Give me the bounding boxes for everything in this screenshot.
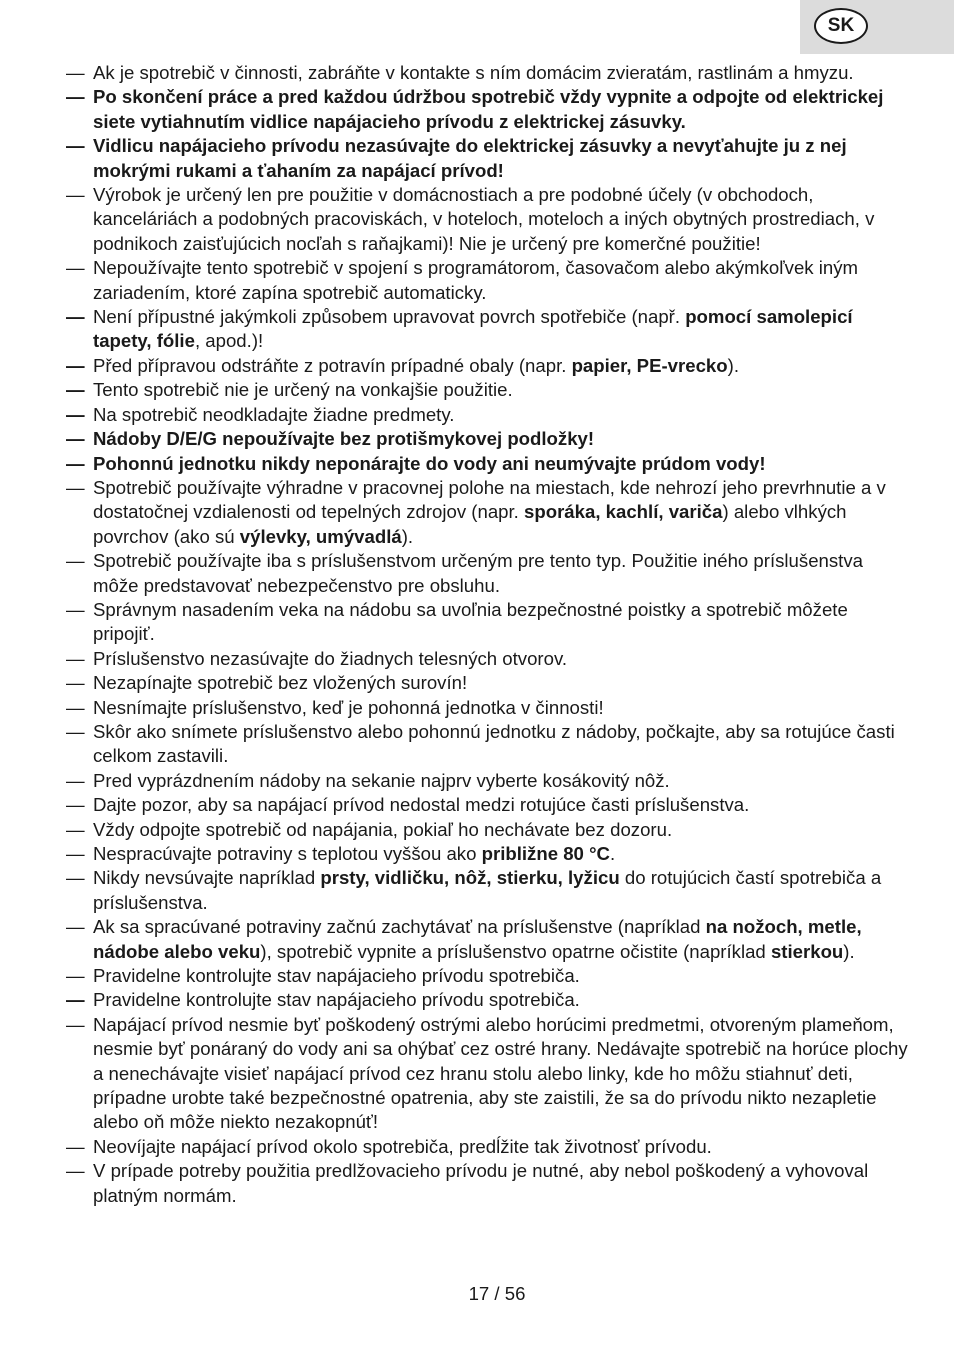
bullet-dash: — (66, 306, 85, 328)
text-segment: Nádoby D/E/G nepoužívajte bez protišmykovej podložky! (93, 428, 595, 450)
text-segment: Vždy odpojte spotrebič od napájania, pokiaľ ho nechávate bez dozoru. (93, 818, 673, 840)
list-item (66, 549, 908, 598)
text-segment: Ak sa spracúvané potraviny začnú zachytávať na príslušenstve (napríklad (93, 916, 706, 938)
list-item-text (93, 477, 886, 547)
text-segment: Skôr ako snímete príslušenstvo alebo pohonnú jednotku z nádoby, počkajte, aby sa rotujúce časti celkom zastavili. (93, 720, 895, 767)
list-item-text (93, 379, 513, 400)
list-item (66, 183, 908, 256)
list-item (66, 647, 908, 671)
list-item-text (93, 453, 766, 474)
text-segment: prsty, vidličku, nôž, stierku, lyžicu (320, 867, 620, 889)
text-segment: Spotrebič používajte iba s príslušenstvom určeným pre tento typ. Použitie iného príslušenstva môže predstavovať nebezpečenstvo pre obsluhu. (93, 550, 863, 596)
language-tab (800, 0, 954, 54)
list-item-text (93, 257, 858, 302)
list-item (66, 964, 908, 988)
text-segment: na nožoch, metle, nádobe alebo veku (93, 916, 862, 962)
text-segment: Na spotrebič neodkladajte žiadne predmety. (93, 403, 455, 425)
bullet-dash: — (66, 672, 85, 694)
text-segment: výlevky, umývadlá (239, 525, 402, 547)
text-segment: Nesnímajte príslušenstvo, keď je pohonná jednotka v činnosti! (93, 696, 604, 718)
bullet-dash: — (66, 184, 85, 206)
list-item (66, 818, 908, 842)
list-item (66, 988, 908, 1012)
bullet-dash: — (66, 476, 85, 498)
page-number: 17 / 56 (468, 1283, 526, 1304)
text-segment: Dajte pozor, aby sa napájací prívod nedostal medzi rotujúce časti príslušenstva. (93, 794, 750, 816)
text-segment: Napájací prívod nesmie byť poškodený ostrými alebo horúcimi predmetmi, otvoreným plameňom, nesmie byť ponáraný do vody ani sa ohýbať cez ostré hrany. Nedávajte spotrebič na horúce plochy a nenechávajte visieť napájací prívod cez hranu stolu alebo linky, kde ho môžu stiahnuť deti, prípadne urobte také bezpečnostné opatrenia, aby ste zaistili, že sa do prívodu nikto nezapletie alebo oň môže niekto nezakopnúť! (93, 1013, 908, 1133)
list-item-text (93, 428, 594, 449)
list-item-text (93, 916, 862, 961)
list-item-text (93, 135, 847, 180)
list-item (66, 427, 908, 451)
safety-instructions-list (66, 61, 908, 1208)
list-item (66, 793, 908, 817)
bullet-dash: — (66, 354, 85, 376)
list-item (66, 305, 908, 354)
text-segment: sporáka, kachlí, variča (524, 501, 723, 523)
list-item (66, 1159, 908, 1208)
list-item-text (93, 672, 467, 693)
text-segment: Vidlicu napájacieho prívodu nezasúvajte do elektrickej zásuvky a nevyťahujte ju z nej mokrými rukami a ťahaním za napájací prívod! (93, 135, 847, 181)
text-segment: Nikdy nevsúvajte napríklad (93, 867, 321, 889)
bullet-dash: — (66, 403, 85, 425)
list-item-text (93, 697, 604, 718)
bullet-dash: — (66, 1160, 85, 1182)
bullet-dash: — (66, 428, 85, 450)
text-segment: Pravidelne kontrolujte stav napájacieho prívodu spotrebiča. (93, 965, 580, 987)
bullet-dash: — (66, 135, 85, 157)
bullet-dash: — (66, 86, 85, 108)
list-item (66, 769, 908, 793)
text-segment: , apod.)! (194, 330, 264, 352)
text-segment: Nezapínajte spotrebič bez vložených surovín! (93, 672, 468, 694)
bullet-dash: — (66, 257, 85, 279)
text-segment: Neovíjajte napájací prívod okolo spotrebiča, predĺžite tak životnosť prívodu. (93, 1135, 712, 1157)
text-segment: ), spotrebič vypnite a príslušenstvo opatrne očistite (napríklad (260, 940, 771, 962)
list-item (66, 842, 908, 866)
list-item-text (93, 989, 580, 1010)
text-segment: Není přípustné jakýmkoli způsobem upravovat povrch spotřebiče (např. (93, 306, 686, 328)
text-segment: ). (727, 354, 739, 376)
list-item (66, 1135, 908, 1159)
text-segment: ). (843, 940, 855, 962)
bullet-dash: — (66, 379, 85, 401)
list-item-text (93, 1136, 712, 1157)
list-item (66, 378, 908, 402)
list-item-text (93, 1160, 868, 1205)
text-segment: do rotujúcich častí spotrebiča a príslušenstva. (93, 867, 882, 913)
list-item-text (93, 306, 853, 351)
list-item (66, 671, 908, 695)
list-item-text (93, 86, 883, 131)
bullet-dash: — (66, 598, 85, 620)
bullet-dash: — (66, 843, 85, 864)
list-item-text (93, 794, 749, 815)
list-item-text (93, 819, 672, 840)
list-item (66, 476, 908, 549)
text-segment: papier, PE-vrecko (571, 354, 728, 376)
text-segment: V prípade potreby použitia predlžovacieho prívodu je nutné, aby nebol poškodený a vyhovoval platným normám. (93, 1160, 869, 1206)
list-item (66, 915, 908, 964)
text-segment: Po skončení práce a pred každou údržbou spotrebič vždy vypnite a odpojte od elektrickej siete vytiahnutím vidlice napájacieho prívodu z elektrickej zásuvky. (93, 86, 884, 132)
list-item-text (93, 62, 854, 83)
list-item-text (93, 965, 580, 986)
text-segment: . (609, 843, 616, 864)
list-item (66, 866, 908, 915)
bullet-dash: — (66, 550, 85, 572)
text-segment: Nepoužívajte tento spotrebič v spojení s programátorom, časovačom alebo akýmkoľvek iným zariadením, ktoré zapína spotrebič automaticky. (93, 257, 859, 303)
list-item-text (93, 843, 615, 864)
language-badge: SK (814, 8, 868, 44)
text-segment: ) alebo vlhkých povrchov (ako sú (93, 501, 847, 547)
list-item-text (93, 599, 848, 644)
text-segment: Před přípravou odstráňte z potravín prípadné obaly (napr. (93, 354, 572, 376)
text-segment: Správnym nasadením veka na nádobu sa uvoľnia bezpečnostné poistky a spotrebič môžete pripojiť. (93, 598, 848, 645)
text-segment: Tento spotrebič nie je určený na vonkajšie použitie. (93, 379, 513, 401)
bullet-dash: — (66, 1013, 85, 1035)
text-segment: ). (401, 525, 414, 547)
bullet-dash: — (66, 989, 85, 1011)
list-item-text (93, 355, 739, 376)
bullet-dash: — (66, 647, 85, 669)
list-item-text (93, 867, 881, 912)
bullet-dash: — (66, 696, 85, 718)
text-segment: Spotrebič používajte výhradne v pracovnej polohe na miestach, kde nehrozí jeho prevrhnutie a v dostatočnej vzdialenosti od tepelných zdrojov (napr. (93, 476, 886, 523)
list-item (66, 256, 908, 305)
list-item (66, 598, 908, 647)
list-item (66, 403, 908, 427)
text-segment: pomocí samolepicí tapety, fólie (93, 306, 853, 352)
text-segment: Pred vyprázdnením nádoby na sekanie najprv vyberte kosákovitý nôž. (93, 769, 670, 791)
bullet-dash: — (66, 867, 85, 889)
text-segment: Výrobok je určený len pre použitie v domácnostiach a pre podobné účely (v obchodoch, kanceláriách a podobných pracoviskách, v hoteloch, moteloch a iných obytných prostrediach, v podnikoch zaisťujúcich nocľah s raňajkami)! Nie je určený pre komerčné použitie! (93, 184, 875, 254)
list-item (66, 61, 908, 85)
bullet-dash: — (66, 1135, 85, 1157)
text-segment: Pravidelne kontrolujte stav napájacieho prívodu spotrebiča. (93, 989, 580, 1011)
bullet-dash: — (66, 794, 85, 816)
list-item-text (93, 184, 874, 254)
list-item (66, 85, 908, 134)
bullet-dash: — (66, 62, 85, 83)
text-segment: Príslušenstvo nezasúvajte do žiadnych telesných otvorov. (93, 647, 568, 669)
list-item (66, 134, 908, 183)
list-item-text (93, 1014, 908, 1133)
list-item-text (93, 648, 567, 669)
list-item (66, 720, 908, 769)
list-item (66, 1013, 908, 1135)
list-item (66, 696, 908, 720)
text-segment: Ak je spotrebič v činnosti, zabráňte v kontakte s ním domácim zvieratám, rastlinám a hmyzu. (93, 62, 854, 83)
list-item-text (93, 550, 863, 595)
text-segment: približne 80 °C (481, 843, 610, 864)
list-item (66, 354, 908, 378)
text-segment: Pohonnú jednotku nikdy neponárajte do vody ani neumývajte prúdom vody! (93, 452, 766, 474)
text-segment: stierkou (770, 940, 844, 962)
bullet-dash: — (66, 452, 85, 474)
bullet-dash: — (66, 916, 85, 938)
text-segment: Nespracúvajte potraviny s teplotou vyššou ako (93, 843, 482, 864)
bullet-dash: — (66, 965, 85, 987)
bullet-dash: — (66, 769, 85, 791)
list-item-text (93, 404, 454, 425)
bullet-dash: — (66, 720, 85, 742)
bullet-dash: — (66, 818, 85, 840)
list-item-text (93, 721, 895, 766)
list-item (66, 452, 908, 476)
list-item-text (93, 770, 670, 791)
